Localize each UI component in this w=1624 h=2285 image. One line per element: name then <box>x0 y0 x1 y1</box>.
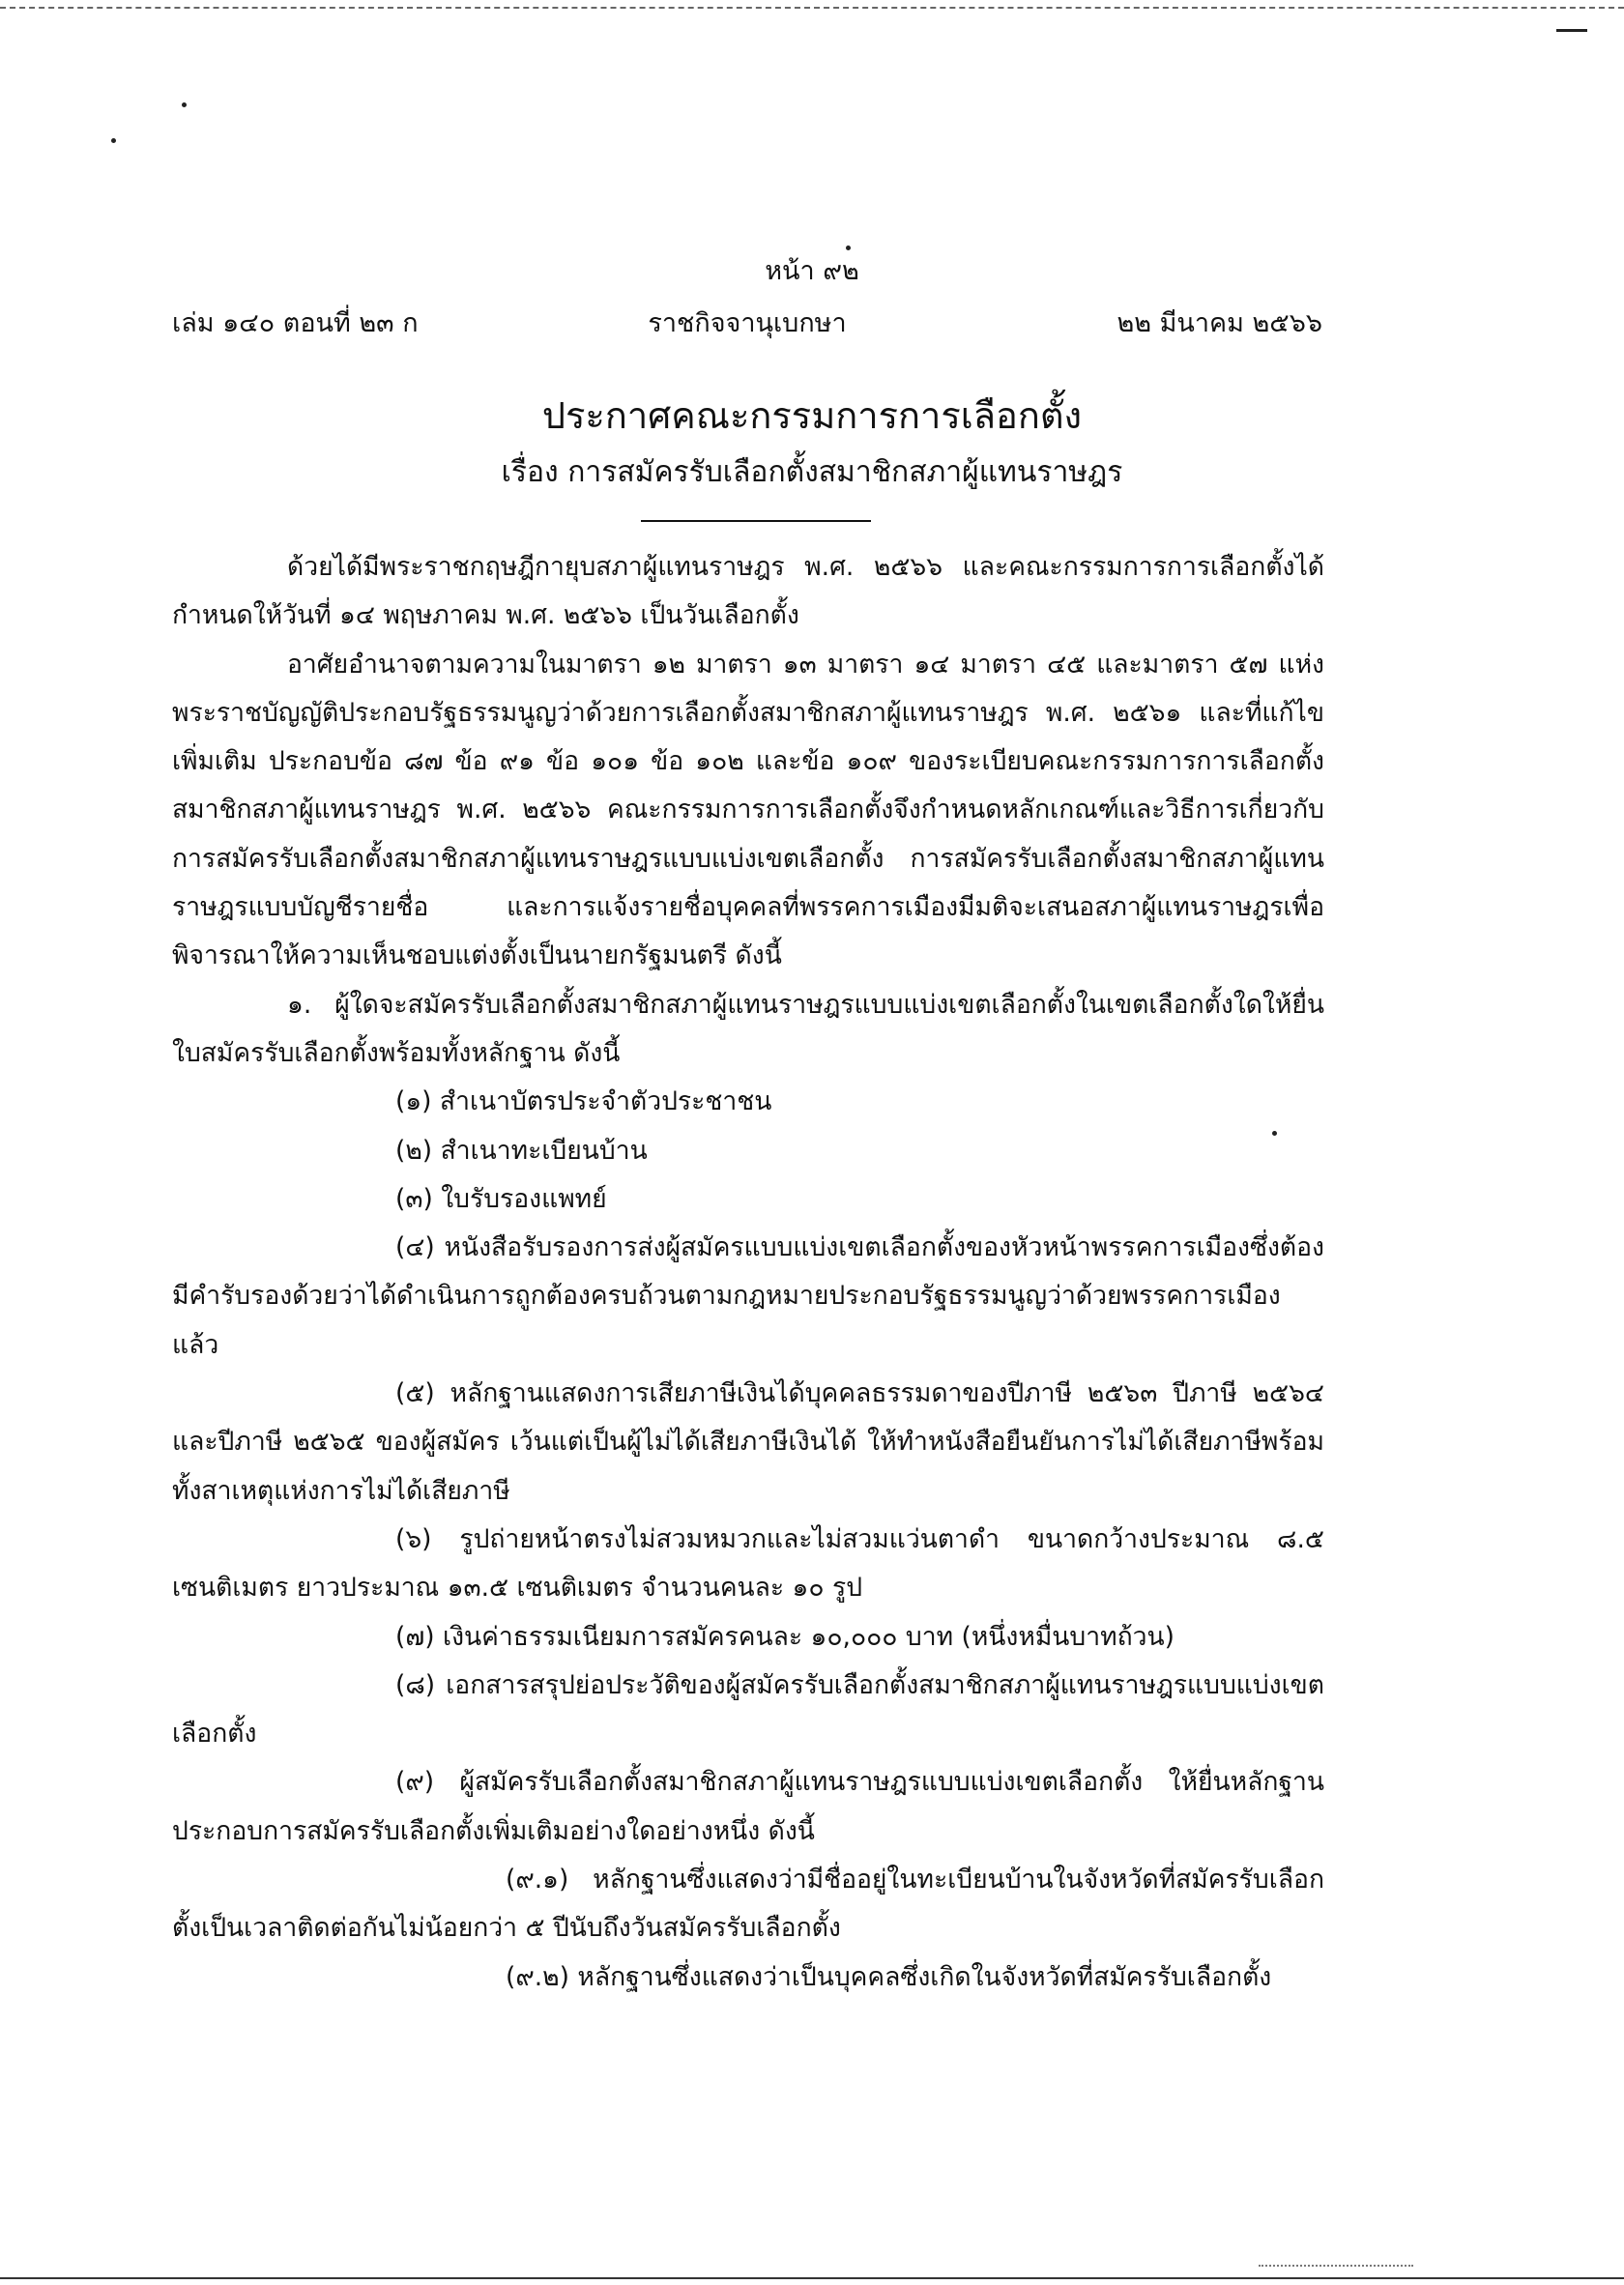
scan-speck <box>182 102 187 107</box>
page-number: หน้า ๙๒ <box>765 256 859 286</box>
scan-speck <box>111 138 116 143</box>
scan-top-edge <box>0 0 1624 9</box>
announcement-subject: เรื่อง การสมัครรับเลือกตั้งสมาชิกสภาผู้แทนราษฎร <box>501 455 1123 489</box>
list-item: (๒) สำเนาทะเบียนบ้าน <box>395 1135 648 1166</box>
sub-list-item: (๙.๑) หลักฐานซึ่งแสดงว่ามีชื่ออยู่ในทะเบียนบ้านในจังหวัดที่สมัครรับเลือกตั้งเป็นเวลาติดต่อกันไม่น้อยกว่า ๕ ปีนับถึงวันสมัครรับเลือกตั้ง <box>172 1865 1324 1944</box>
scan-bottom-edge <box>0 2277 1624 2285</box>
paragraph-preamble: ด้วยได้มีพระราชกฤษฎีกายุบสภาผู้แทนราษฎร พ.ศ. ๒๕๖๖ และคณะกรรมการการเลือกตั้งได้กำหนดให้วันที่ ๑๔ พฤษภาคม พ.ศ. ๒๕๖๖ เป็นวันเลือกตั้ง <box>172 552 1324 631</box>
issue-number: เล่ม ๑๔๐ ตอนที่ ๒๓ ก <box>172 308 419 338</box>
list-item: (๑) สำเนาบัตรประจำตัวประชาชน <box>395 1086 772 1117</box>
clause-1: ๑. ผู้ใดจะสมัครรับเลือกตั้งสมาชิกสภาผู้แทนราษฎรแบบแบ่งเขตเลือกตั้งในเขตเลือกตั้งใดให้ยื่นใบสมัครรับเลือกตั้งพร้อมทั้งหลักฐาน ดังนี้ <box>172 989 1324 1068</box>
list-item: (๙) ผู้สมัครรับเลือกตั้งสมาชิกสภาผู้แทนราษฎรแบบแบ่งเขตเลือกตั้ง ให้ยื่นหลักฐานประกอบการสมัครรับเลือกตั้งเพิ่มเติมอย่างใดอย่างหนึ่ง ดังนี้ <box>172 1767 1324 1846</box>
list-item: (๗) เงินค่าธรรมเนียมการสมัครคนละ ๑๐,๐๐๐ บาท (หนึ่งหมื่นบาทถ้วน) <box>395 1621 1174 1652</box>
scan-bottom-dots <box>1259 2265 1413 2271</box>
announcement-title: ประกาศคณะกรรมการการเลือกตั้ง <box>541 394 1083 437</box>
scan-mark <box>1556 29 1587 32</box>
sub-list-item: (๙.๒) หลักฐานซึ่งแสดงว่าเป็นบุคคลซึ่งเกิดในจังหวัดที่สมัครรับเลือกตั้ง <box>506 1961 1272 1992</box>
list-item: (๖) รูปถ่ายหน้าตรงไม่สวมหมวกและไม่สวมแว่นตาดำ ขนาดกว้างประมาณ ๘.๕ เซนติเมตร ยาวประมาณ ๑๓.๕ เซนติเมตร จำนวนคนละ ๑๐ รูป <box>172 1523 1324 1604</box>
list-item: (๕) หลักฐานแสดงการเสียภาษีเงินได้บุคคลธรรมดาของปีภาษี ๒๕๖๓ ปีภาษี ๒๕๖๔ และปีภาษี ๒๕๖๕ ของผู้สมัคร เว้นแต่เป็นผู้ไม่ได้เสียภาษีเงินได้ ให้ทำหนังสือยืนยันการไม่ได้เสียภาษีพร้อมทั้งสาเหตุแห่งการไม่ได้เสียภาษี <box>172 1378 1324 1506</box>
title-divider <box>641 520 871 522</box>
list-item: (๘) เอกสารสรุปย่อประวัติของผู้สมัครรับเลือกตั้งสมาชิกสภาผู้แทนราษฎรแบบแบ่งเขตเลือกตั้ง <box>172 1669 1324 1750</box>
gazette-header <box>172 302 1322 346</box>
list-item: (๔) หนังสือรับรองการส่งผู้สมัครแบบแบ่งเขตเลือกตั้งของหัวหน้าพรรคการเมืองซึ่งต้องมีคำรับรองด้วยว่าได้ดำเนินการถูกต้องครบถ้วนตามกฎหมายประกอบรัฐธรรมนูญว่าด้วยพรรคการเมืองแล้ว <box>172 1232 1324 1360</box>
paragraph-authority: อาศัยอำนาจตามความในมาตรา ๑๒ มาตรา ๑๓ มาตรา ๑๔ มาตรา ๔๕ และมาตรา ๕๗ แห่งพระราชบัญญัติประกอบรัฐธรรมนูญว่าด้วยการเลือกตั้งสมาชิกสภาผู้แทนราษฎร พ.ศ. ๒๕๖๑ และที่แก้ไขเพิ่มเติม ประกอบข้อ ๘๗ ข้อ ๙๑ ข้อ ๑๐๑ ข้อ ๑๐๒ และข้อ ๑๐๙ ของระเบียบคณะกรรมการการเลือกตั้งสมาชิกสภาผู้แทนราษฎร พ.ศ. ๒๕๖๖ คณะกรรมการการเลือกตั้งจึงกำหนดหลักเกณฑ์และวิธีการเกี่ยวกับการสมัครรับเลือกตั้งสมาชิกสภาผู้แทนราษฎรแบบแบ่งเขตเลือกตั้ง การสมัครรับเลือกตั้งสมาชิกสภาผู้แทนราษฎรแบบบัญชีรายชื่อ และการแจ้งรายชื่อบุคคลที่พรรคการเมืองมีมติจะเสนอสภาผู้แทนราษฎรเพื่อพิจารณาให้ความเห็นชอบแต่งตั้งเป็นนายกรัฐมนตรี ดังนี้ <box>172 649 1324 971</box>
list-item: (๓) ใบรับรองแพทย์ <box>395 1183 607 1214</box>
publication-date: ๒๒ มีนาคม ๒๕๖๖ <box>1116 308 1322 338</box>
document-body <box>172 543 1324 2002</box>
publication-name: ราชกิจจานุเบกษา <box>648 308 847 338</box>
